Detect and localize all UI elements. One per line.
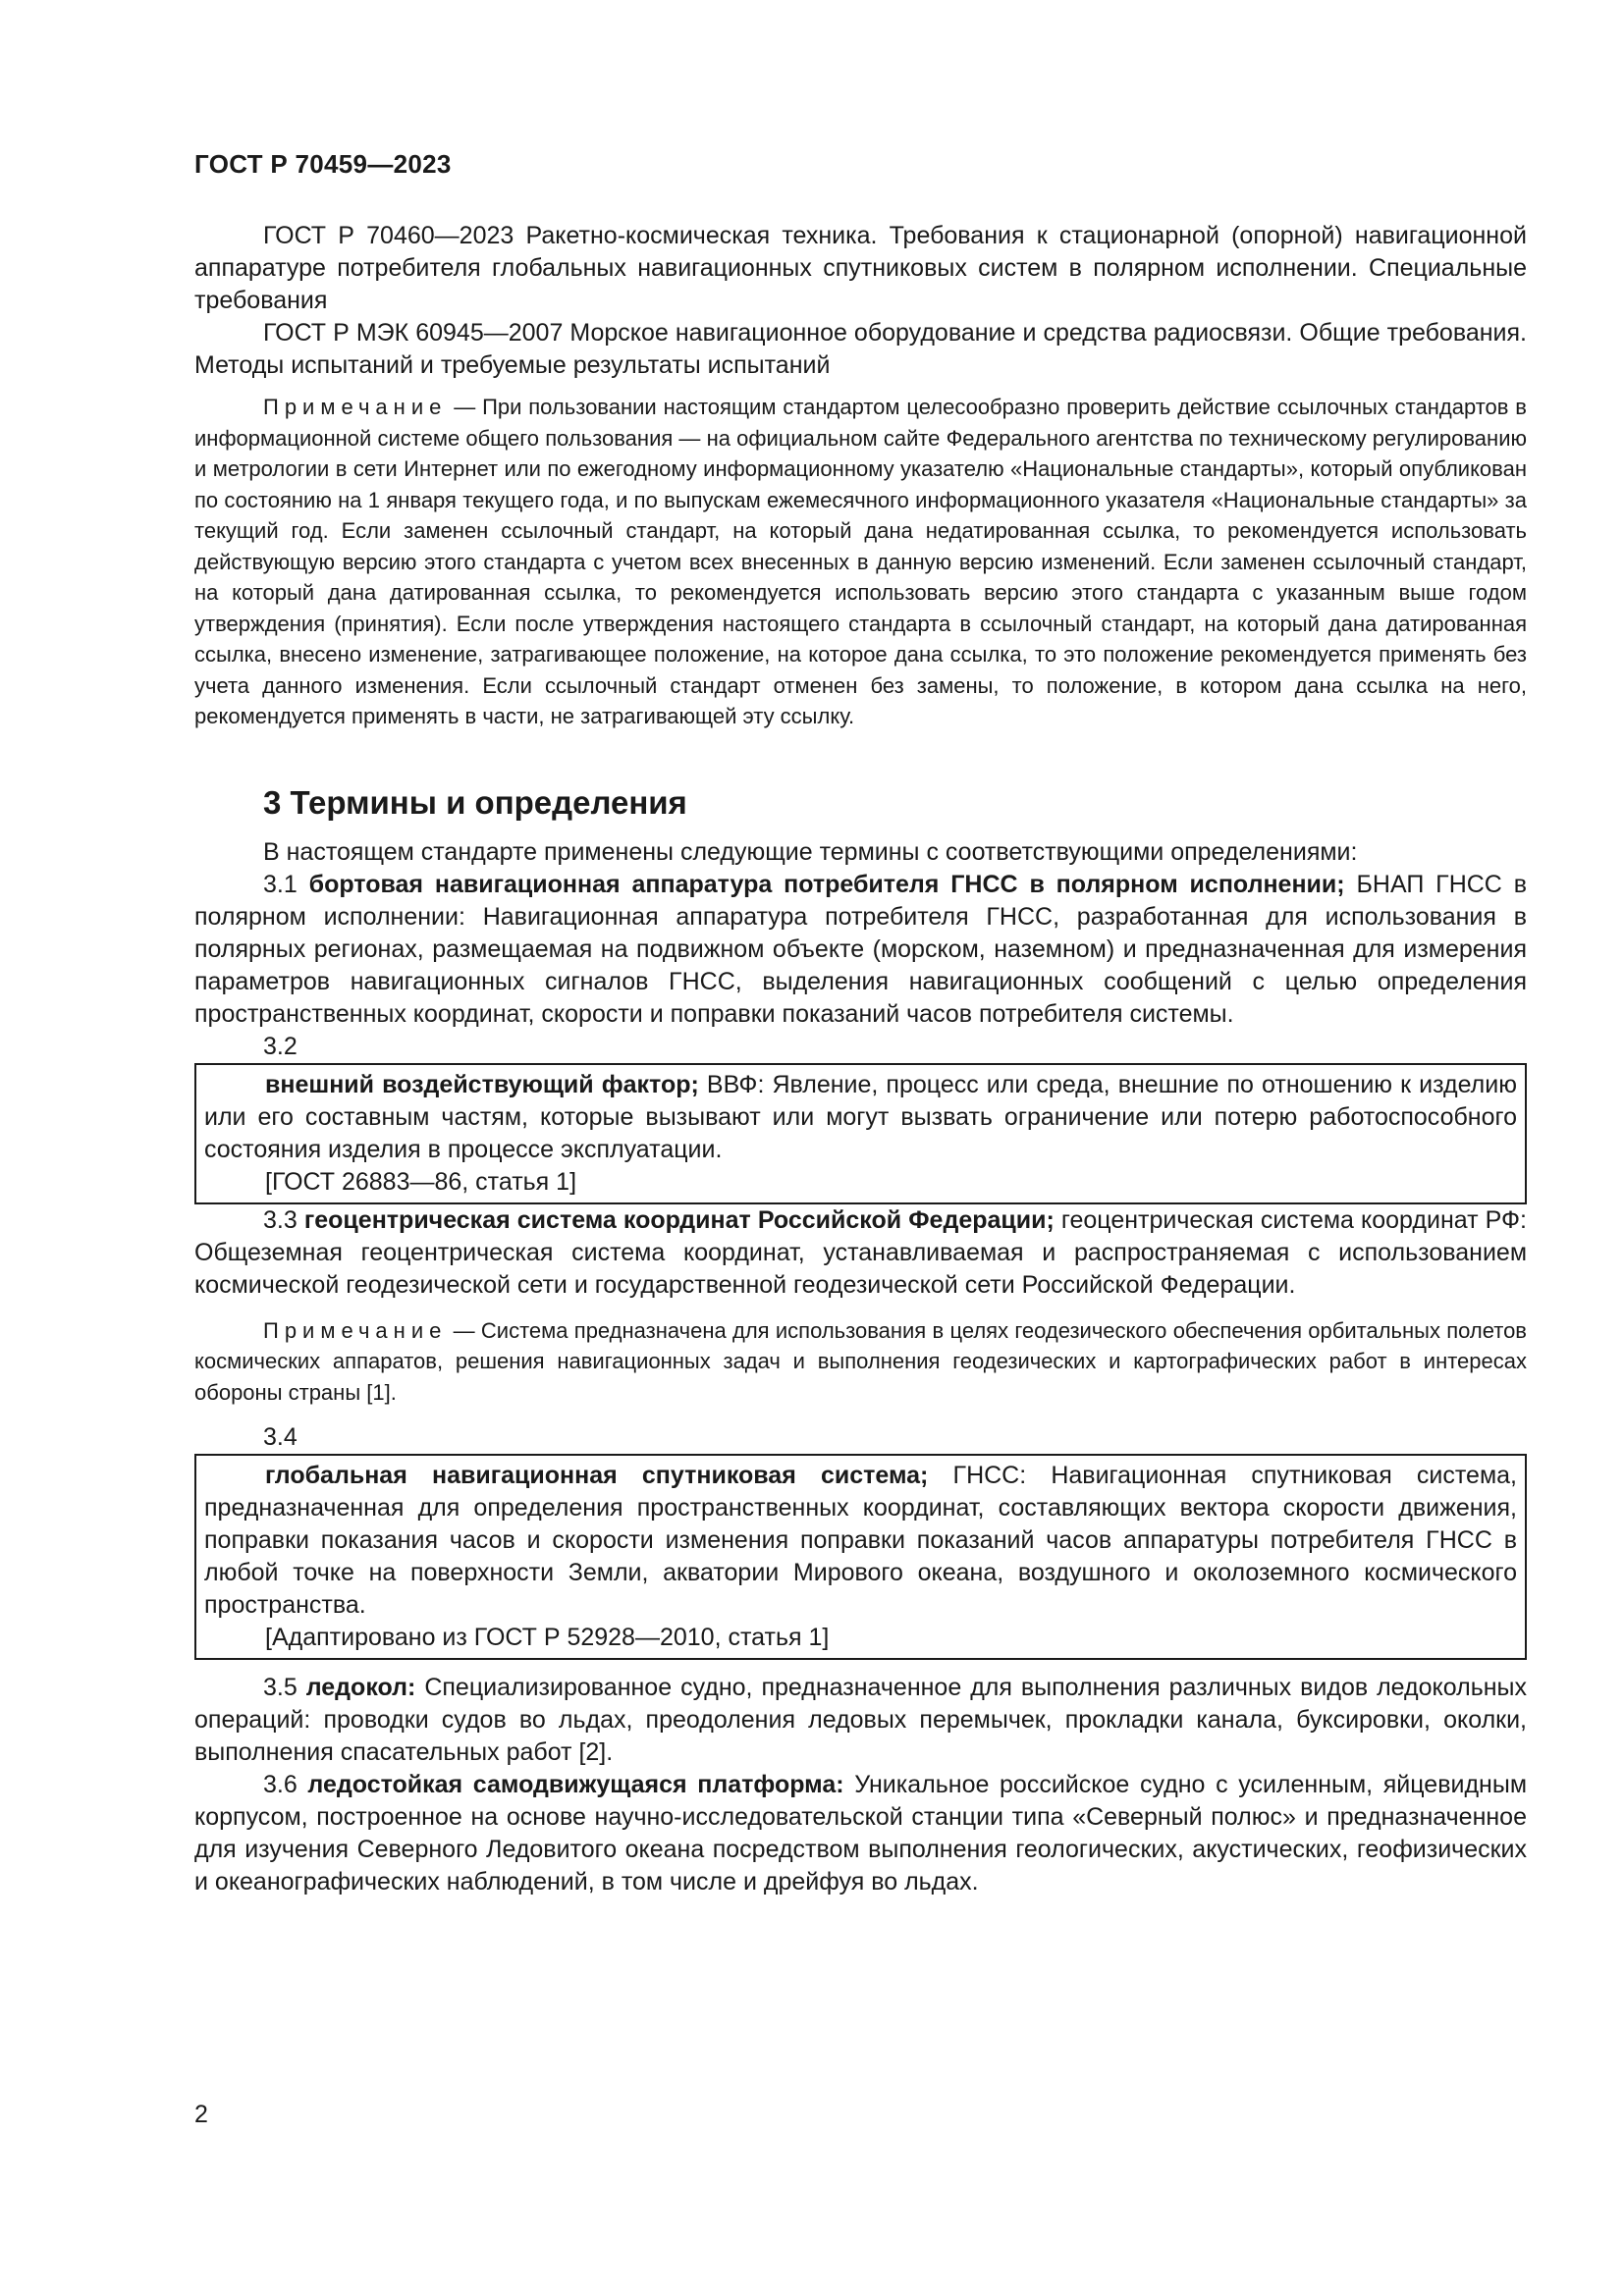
standard-code-header: ГОСТ Р 70459—2023 bbox=[194, 149, 452, 179]
reference-item: ГОСТ Р МЭК 60945—2007 Морское навигационное оборудование и средства радиосвязи. Общие требования. Методы испытаний и требуемые результаты испытаний bbox=[194, 319, 1527, 379]
term-entry-3-4 bbox=[204, 1460, 1517, 1622]
term-number: 3.6 bbox=[263, 1771, 308, 1798]
note-label: Примечание bbox=[263, 395, 448, 419]
term-box-3-4 bbox=[194, 1454, 1527, 1660]
term-source: [Адаптировано из ГОСТ Р 52928—2010, статья 1] bbox=[265, 1624, 830, 1651]
term-entry-3-2 bbox=[204, 1069, 1517, 1166]
term-name: ледокол: bbox=[305, 1674, 416, 1701]
term-definition: Специализированное судно, предназначенное для выполнения различных видов ледокольных операций: проводки судов во льдах, преодоления ледовых перемычек, прокладки канала, буксировки, околки, выполнения спасательных работ [2]. bbox=[194, 1674, 1527, 1766]
term-box-3-2 bbox=[194, 1063, 1527, 1204]
term-definition: Уникальное российское судно с усиленным, яйцевидным корпусом, построенное на основе научно-исследовательской станции типа «Северный полюс» и предназначенное для изучения Северного Ледовитого океана посредством выполнения геологических, акустических, геофизических и океанографических наблюдений, в том числе и дрейфуя во льдах. bbox=[194, 1771, 1528, 1896]
note-paragraph bbox=[194, 1315, 1527, 1409]
page-number: 2 bbox=[194, 2101, 208, 2128]
section-intro: В настоящем стандарте применены следующие термины с соответствующими определениями: bbox=[263, 837, 1358, 866]
term-name: бортовая навигационная аппаратура потребителя ГНСС в полярном исполнении; bbox=[308, 870, 1345, 898]
term-entry-3-1 bbox=[194, 869, 1527, 1031]
note-text: — При пользовании настоящим стандартом целесообразно проверить действие ссылочных стандартов в информационной системе общего пользования — на официальном сайте Федерального агентства по техническому регулированию и метрологии в сети Интернет или по ежегодному информационному указателю «Национальные стандарты», который опубликован по состоянию на 1 января текущего года, и по выпускам ежемесячного информационного указателя «Национальные стандарты» за текущий год. Если заменен ссылочный стандарт, на который дана недатированная ссылка, то рекомендуется использовать действующую версию этого стандарта с учетом всех внесенных в данную версию изменений. Если заменен ссылочный стандарт, на который дана датированная ссылка, то рекомендуется использовать версию этого стандарта с указанным выше годом утверждения (принятия). Если после утверждения настоящего стандарта в ссылочный стандарт, на который дана датированная ссылка, внесено изменение, затрагивающее положение, на которое дана ссылка, то это положение рекомендуется применять без учета данного изменения. Если ссылочный стандарт отменен без замены, то положение, в котором дана ссылка на него, рекомендуется применять в части, не затрагивающей эту ссылку. bbox=[194, 395, 1527, 728]
term-number-3-4: 3.4 bbox=[263, 1423, 298, 1451]
term-name: внешний воздействующий фактор; bbox=[265, 1070, 699, 1098]
term-definition: ВВФ: Явление, процесс или среда, внешние по отношению к изделию или его составным частям, которые вызывают или могут вызвать ограничение или потерю работоспособного состояния изделия в процессе эксплуатации. bbox=[204, 1070, 1517, 1163]
term-number: 3.5 bbox=[263, 1674, 306, 1701]
term-number: 3.1 bbox=[263, 870, 309, 898]
term-source: [ГОСТ 26883—86, статья 1] bbox=[265, 1167, 577, 1196]
note-text: — Система предназначена для использования в целях геодезического обеспечения орбитальных полетов космических аппаратов, решения навигационных задач и выполнения геодезических и картографических работ в интересах обороны страны [1]. bbox=[194, 1317, 1527, 1405]
term-entry-3-3 bbox=[194, 1204, 1527, 1302]
term-definition: ГНСС: Навигационная спутниковая система, предназначенная для определения пространственных координат, составляющих вектора скорости движения, поправки показания часов и скорости изменения поправки показаний часов аппаратуры потребителя ГНСС в любой точке на поверхности Земли, акватории Мирового океана, воздушного и околоземного космического пространства. bbox=[204, 1462, 1517, 1619]
term-name: ледостойкая самодвижущаяся платформа: bbox=[307, 1771, 844, 1798]
reference-item: ГОСТ Р 70460—2023 Ракетно-космическая техника. Требования к стационарной (опорной) навигационной аппаратуре потребителя глобальных навигационных спутниковых систем в полярном исполнении. Специальные требования bbox=[194, 222, 1527, 314]
term-number-3-2: 3.2 bbox=[263, 1032, 298, 1060]
note-paragraph bbox=[194, 392, 1527, 732]
term-entry-3-6 bbox=[194, 1769, 1527, 1898]
term-entry-3-5 bbox=[194, 1672, 1527, 1769]
term-name: геоцентрическая система координат Российской Федерации; bbox=[303, 1205, 1055, 1234]
page-content bbox=[194, 220, 1527, 1898]
term-definition: геоцентрическая система координат РФ: Общеземная геоцентрическая система координат, устанавливаемая и распространяемая с использованием космической геодезической сети и государственной геодезической сети Российской Федерации. bbox=[194, 1205, 1527, 1299]
term-name: глобальная навигационная спутниковая система; bbox=[265, 1462, 929, 1489]
term-definition: БНАП ГНСС в полярном исполнении: Навигационная аппаратура потребителя ГНСС, разработанная для использования в полярных регионах, размещаемая на подвижном объекте (морском, наземном) и предназначенная для измерения параметров навигационных сигналов ГНСС, выделения навигационных сообщений с целью определения пространственных координат, скорости и поправки показаний часов потребителя системы. bbox=[194, 870, 1528, 1028]
note-label: Примечание bbox=[263, 1317, 448, 1343]
section-heading: 3 Термины и определения bbox=[263, 783, 687, 821]
term-number: 3.3 bbox=[263, 1205, 304, 1234]
